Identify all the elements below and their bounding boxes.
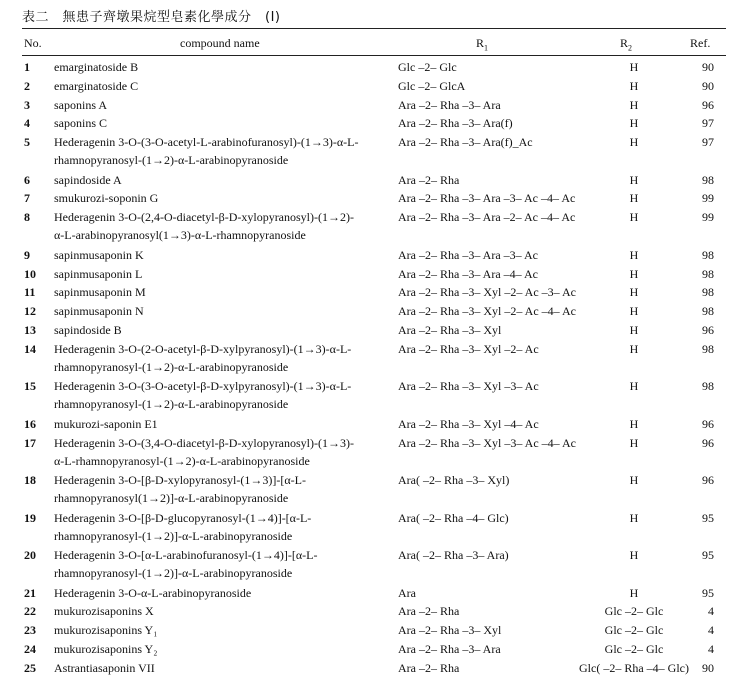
r1-substituent: Ara ‒2‒ Rha ‒3‒ Ara ‒4‒ Ac: [398, 266, 538, 281]
compound-name: sapinmusaponin M: [54, 285, 146, 300]
compound-name: Hederagenin 3-O-(2,4-O-diacetyl-β-D-xylopyranosyl)-(1→2)- α-L-arabinopyranosyl(1→3)-α-L-rhamnopyranoside: [54, 210, 354, 243]
r1-substituent: Glc ‒2‒ Glc: [398, 60, 457, 74]
table-row: [22, 302, 726, 321]
compound-table: [22, 58, 726, 678]
row-number: 11: [24, 285, 36, 300]
table-row: [22, 509, 726, 547]
row-number: 3: [24, 97, 30, 112]
reference: 98: [702, 247, 714, 262]
header-r2-subscript: 2: [628, 43, 633, 53]
r1-substituent: Ara ‒2‒ Rha ‒3‒ Xyl ‒2‒ Ac ‒4‒ Ac: [398, 304, 576, 319]
header-compound-name: compound name: [180, 36, 260, 50]
r1-substituent: Ara ‒2‒ Rha ‒3‒ Xyl ‒2‒ Ac: [398, 341, 539, 356]
reference: 4: [708, 623, 714, 638]
row-number: 14: [24, 341, 36, 356]
table-row: [22, 640, 726, 659]
table-row: [22, 58, 726, 77]
header-no: No.: [24, 36, 42, 50]
row-number: 19: [24, 510, 36, 525]
r2-substituent: H: [629, 285, 639, 300]
reference: 4: [708, 641, 714, 656]
r2-substituent: Glc( ‒2‒ Rha ‒4‒ Glc): [579, 660, 689, 675]
r1-substituent: Ara ‒2‒ Rha ‒3‒ Xyl: [398, 322, 502, 337]
table-row: [22, 471, 726, 509]
reference: 96: [702, 322, 714, 337]
row-number: 2: [24, 78, 30, 93]
table-row: [22, 189, 726, 208]
reference: 98: [702, 266, 714, 281]
table-row: [22, 546, 726, 584]
r1-substituent: Ara ‒2‒ Rha: [398, 660, 460, 675]
r2-substituent: H: [629, 548, 639, 563]
r2-substituent: H: [629, 191, 639, 206]
table-row: [22, 415, 726, 434]
compound-name: Hederagenin 3-O-(2-O-acetyl-β-D-xylpyranosyl)-(1→3)-α-L- rhamnopyranosyl-(1→2)-α-L-arabinopyranoside: [54, 341, 352, 374]
table-row: [22, 321, 726, 340]
compound-name: Hederagenin 3-O-(3,4-O-diacetyl-β-D-xylopyranosyl)-(1→3)- α-L-rhamnopyranosyl-(1→2)-α-L-arabinopyranoside: [54, 435, 354, 468]
row-number: 6: [24, 172, 30, 187]
row-number: 9: [24, 247, 30, 262]
r2-substituent: H: [629, 416, 639, 431]
r1-substituent: Ara ‒2‒ Rha ‒3‒ Xyl: [398, 623, 502, 638]
reference: 98: [702, 379, 714, 394]
r1-substituent: Ara: [398, 585, 416, 600]
reference: 90: [702, 60, 714, 74]
row-number: 25: [24, 660, 36, 675]
r1-substituent: Ara( ‒2‒ Rha ‒3‒ Xyl): [398, 473, 510, 488]
reference: 96: [702, 97, 714, 112]
compound-name: sapinmusaponin L: [54, 266, 143, 281]
reference: 98: [702, 341, 714, 356]
row-number: 5: [24, 135, 30, 150]
compound-name: saponins C: [54, 116, 108, 131]
table-row: [22, 584, 726, 603]
reference: 95: [702, 510, 714, 525]
r2-substituent: H: [629, 435, 639, 450]
r2-substituent: H: [629, 341, 639, 356]
header-r1-subscript: 1: [484, 43, 489, 53]
reference: 90: [702, 78, 714, 93]
r1-substituent: Ara( ‒2‒ Rha ‒4‒ Glc): [398, 510, 509, 525]
table-row: [22, 96, 726, 115]
r2-substituent: H: [629, 585, 639, 600]
table-row: [22, 434, 726, 472]
row-number: 12: [24, 304, 36, 319]
compound-table-body: [22, 58, 726, 678]
compound-name: Hederagenin 3-O-α-L-arabinopyranoside: [54, 585, 252, 600]
r2-substituent: H: [629, 322, 639, 337]
reference: 99: [702, 191, 714, 206]
row-number: 1: [24, 60, 30, 74]
r1-substituent: Ara( ‒2‒ Rha ‒3‒ Ara): [398, 548, 509, 563]
table-row: [22, 171, 726, 190]
compound-name: Hederagenin 3-O-(3-O-acetyl-β-D-xylpyranosyl)-(1→3)-α-L- rhamnopyranosyl-(1→2)-α-L-arabinopyranoside: [54, 379, 352, 412]
r2-substituent: H: [629, 473, 639, 488]
compound-name: sapindoside B: [54, 322, 122, 337]
table-row: [22, 340, 726, 378]
row-number: 18: [24, 473, 36, 488]
r2-substituent: H: [629, 304, 639, 319]
row-number: 23: [24, 623, 36, 638]
header-rule: [22, 55, 726, 56]
compound-name: mukurozisaponins X: [54, 604, 154, 619]
r2-substituent: H: [629, 379, 639, 394]
table-row: [22, 114, 726, 133]
row-number: 16: [24, 416, 36, 431]
reference: 97: [702, 135, 714, 150]
row-number: 15: [24, 379, 36, 394]
r2-substituent: Glc ‒2‒ Glc: [604, 641, 664, 656]
table-row: [22, 265, 726, 284]
reference: 98: [702, 172, 714, 187]
table-row: [22, 377, 726, 415]
compound-name: Hederagenin 3-O-[α-L-arabinofuranosyl-(1→4)]-[α-L- rhamnopyranosyl-(1→2)]-α-L-arabinopyranoside: [54, 548, 318, 581]
reference: 96: [702, 473, 714, 488]
compound-name: mukurozisaponins Y₁: [54, 623, 158, 638]
table-row: [22, 602, 726, 621]
row-number: 24: [24, 641, 36, 656]
compound-name: Astrantiasaponin VII: [54, 660, 155, 675]
r2-substituent: H: [629, 116, 639, 131]
row-number: 13: [24, 322, 36, 337]
r1-substituent: Ara ‒2‒ Rha ‒3‒ Ara ‒3‒ Ac ‒4‒ Ac: [398, 191, 576, 206]
compound-name: emarginatoside B: [54, 60, 139, 74]
row-number: 10: [24, 266, 36, 281]
r1-substituent: Ara ‒2‒ Rha: [398, 172, 460, 187]
table-row: [22, 77, 726, 96]
table-row: [22, 283, 726, 302]
header-r1: [476, 36, 488, 52]
r2-substituent: H: [629, 78, 639, 93]
r2-substituent: H: [629, 60, 639, 74]
reference: 90: [702, 660, 714, 675]
row-number: 21: [24, 585, 36, 600]
r1-substituent: Glc ‒2‒ GlcA: [398, 78, 466, 93]
reference: 95: [702, 548, 714, 563]
r2-substituent: H: [629, 135, 639, 150]
compound-name: mukurozi-saponin E1: [54, 416, 158, 431]
reference: 97: [702, 116, 714, 131]
row-number: 17: [24, 435, 36, 450]
r1-substituent: Ara ‒2‒ Rha ‒3‒ Xyl ‒2‒ Ac ‒3‒ Ac: [398, 285, 576, 300]
header-r2: [620, 36, 632, 52]
compound-name: Hederagenin 3-O-[β-D-glucopyranosyl-(1→4)]-[α-L- rhamnopyranosyl-(1→2)]-α-L-arabinopyranoside: [54, 510, 312, 543]
r1-substituent: Ara ‒2‒ Rha ‒3‒ Ara: [398, 97, 501, 112]
r2-substituent: H: [629, 266, 639, 281]
r1-substituent: Ara ‒2‒ Rha ‒3‒ Xyl ‒3‒ Ac ‒4‒ Ac: [398, 435, 576, 450]
table-caption: 表二 無患子齊墩果烷型皂素化學成分 (I): [22, 10, 281, 25]
top-rule: [22, 28, 726, 29]
table-row: [22, 659, 726, 678]
r1-substituent: Ara ‒2‒ Rha ‒3‒ Xyl ‒3‒ Ac: [398, 379, 539, 394]
r1-substituent: Ara ‒2‒ Rha ‒3‒ Ara(f): [398, 116, 513, 131]
header-r1-label: R: [476, 36, 485, 50]
reference: 98: [702, 304, 714, 319]
r2-substituent: Glc ‒2‒ Glc: [604, 604, 664, 619]
row-number: 20: [24, 548, 36, 563]
r2-substituent: Glc ‒2‒ Glc: [604, 623, 664, 638]
r1-substituent: Ara ‒2‒ Rha: [398, 604, 460, 619]
table-row: [22, 621, 726, 640]
compound-name: saponins A: [54, 97, 108, 112]
compound-name: sapindoside A: [54, 172, 122, 187]
r2-substituent: H: [629, 510, 639, 525]
reference: 96: [702, 435, 714, 450]
reference: 96: [702, 416, 714, 431]
row-number: 7: [24, 191, 30, 206]
compound-name: smukurozi-soponin G: [54, 191, 159, 206]
r2-substituent: H: [629, 210, 639, 225]
r1-substituent: Ara ‒2‒ Rha ‒3‒ Xyl ‒4‒ Ac: [398, 416, 539, 431]
r2-substituent: H: [629, 247, 639, 262]
reference: 4: [708, 604, 714, 619]
row-number: 8: [24, 210, 30, 225]
table-row: [22, 208, 726, 246]
reference: 99: [702, 210, 714, 225]
compound-name: sapinmusaponin N: [54, 304, 144, 319]
r1-substituent: Ara ‒2‒ Rha ‒3‒ Ara ‒2‒ Ac ‒4‒ Ac: [398, 210, 576, 225]
r1-substituent: Ara ‒2‒ Rha ‒3‒ Ara(f)_Ac: [398, 135, 533, 150]
compound-name: sapinmusaponin K: [54, 247, 144, 262]
r2-substituent: H: [629, 172, 639, 187]
r2-substituent: H: [629, 97, 639, 112]
header-ref: Ref.: [690, 36, 711, 50]
header-r2-label: R: [620, 36, 629, 50]
row-number: 4: [24, 116, 30, 131]
compound-name: Hederagenin 3-O-[β-D-xylopyranosyl-(1→3)]-[α-L- rhamnopyranosyl(1→2)]-α-L-arabinopyranoside: [54, 473, 306, 506]
table-row: [22, 246, 726, 265]
compound-name: Hederagenin 3-O-(3-O-acetyl-L-arabinofuranosyl)-(1→3)-α-L- rhamnopyranosyl-(1→2)-α-L-arabinopyranoside: [54, 135, 359, 168]
compound-name: mukurozisaponins Y₂: [54, 641, 158, 656]
reference: 95: [702, 585, 714, 600]
r1-substituent: Ara ‒2‒ Rha ‒3‒ Ara ‒3‒ Ac: [398, 247, 538, 262]
row-number: 22: [24, 604, 36, 619]
r1-substituent: Ara ‒2‒ Rha ‒3‒ Ara: [398, 641, 501, 656]
reference: 98: [702, 285, 714, 300]
compound-name: emarginatoside C: [54, 78, 139, 93]
table-row: [22, 133, 726, 171]
